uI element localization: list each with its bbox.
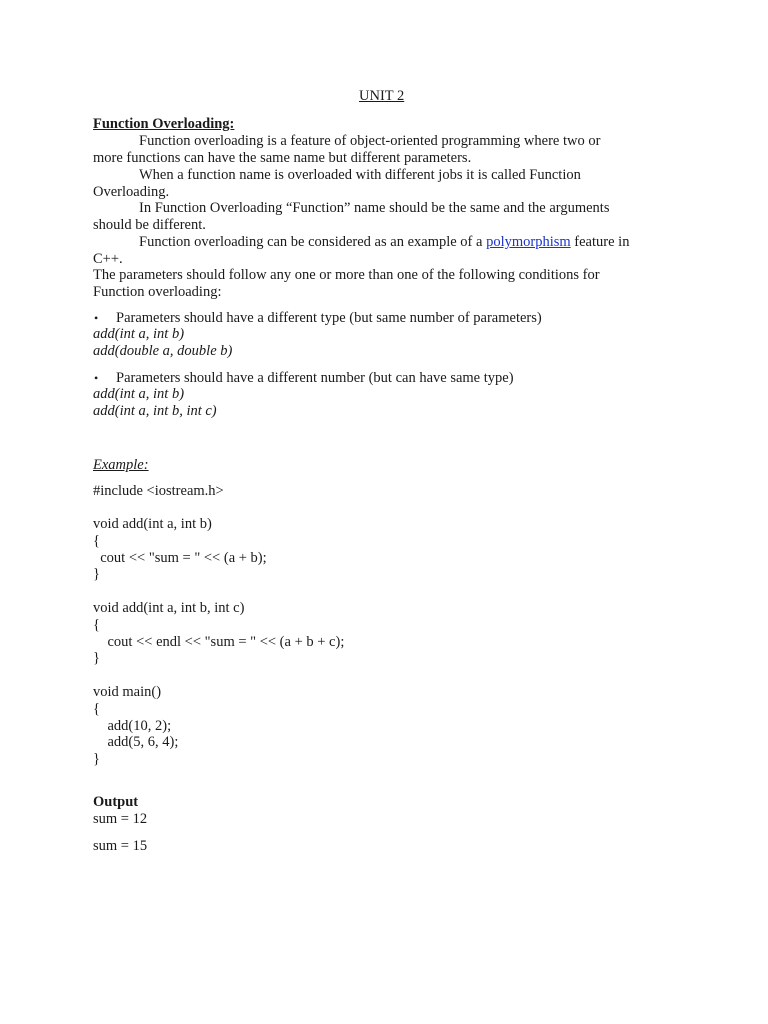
paragraph-line: Function overloading:	[93, 284, 222, 300]
code-example-italic: add(int a, int b)	[93, 386, 185, 402]
code-line: {	[93, 533, 100, 549]
output-line: sum = 12	[93, 811, 148, 827]
code-example-italic: add(int a, int b, int c)	[93, 403, 217, 419]
code-example-italic: add(int a, int b)	[93, 326, 185, 342]
code-line: void add(int a, int b, int c)	[93, 600, 245, 616]
code-line: }	[93, 650, 100, 666]
example-label: Example:	[93, 457, 149, 473]
paragraph-line: should be different.	[93, 217, 206, 233]
paragraph-line: Overloading.	[93, 184, 170, 200]
paragraph-line	[139, 234, 629, 251]
polymorphism-link[interactable]: polymorphism	[486, 234, 571, 250]
code-line: add(10, 2);	[93, 718, 172, 734]
paragraph-text: Function overloading can be considered as an example of a	[139, 234, 487, 250]
output-line: sum = 15	[93, 838, 148, 854]
bullet-marker: •	[94, 371, 99, 385]
code-line: }	[93, 566, 100, 582]
code-line: {	[93, 701, 100, 717]
code-example-italic: add(double a, double b)	[93, 343, 233, 359]
page-title: UNIT 2	[359, 88, 405, 104]
paragraph-line: more functions can have the same name but different parameters.	[93, 150, 472, 166]
code-line: void add(int a, int b)	[93, 516, 212, 532]
code-line: add(5, 6, 4);	[93, 734, 179, 750]
code-line: #include <iostream.h>	[93, 483, 224, 499]
paragraph-line: In Function Overloading “Function” name should be the same and the arguments	[139, 200, 610, 216]
bullet-marker: •	[94, 311, 99, 325]
code-line: {	[93, 617, 100, 633]
bullet-text: Parameters should have a different number (but can have same type)	[116, 370, 514, 386]
code-line: void main()	[93, 684, 162, 700]
paragraph-text: feature in	[570, 234, 630, 250]
code-line: }	[93, 751, 100, 767]
paragraph-line: When a function name is overloaded with different jobs it is called Function	[139, 167, 581, 183]
bullet-text: Parameters should have a different type (but same number of parameters)	[116, 310, 542, 326]
paragraph-line: C++.	[93, 251, 123, 267]
output-label: Output	[93, 794, 139, 810]
paragraph-line: The parameters should follow any one or more than one of the following conditions for	[93, 267, 600, 283]
paragraph-line: Function overloading is a feature of object-oriented programming where two or	[139, 133, 601, 149]
code-line: cout << "sum = " << (a + b);	[93, 550, 267, 566]
code-line: cout << endl << "sum = " << (a + b + c);	[93, 634, 345, 650]
section-heading: Function Overloading:	[93, 116, 235, 132]
